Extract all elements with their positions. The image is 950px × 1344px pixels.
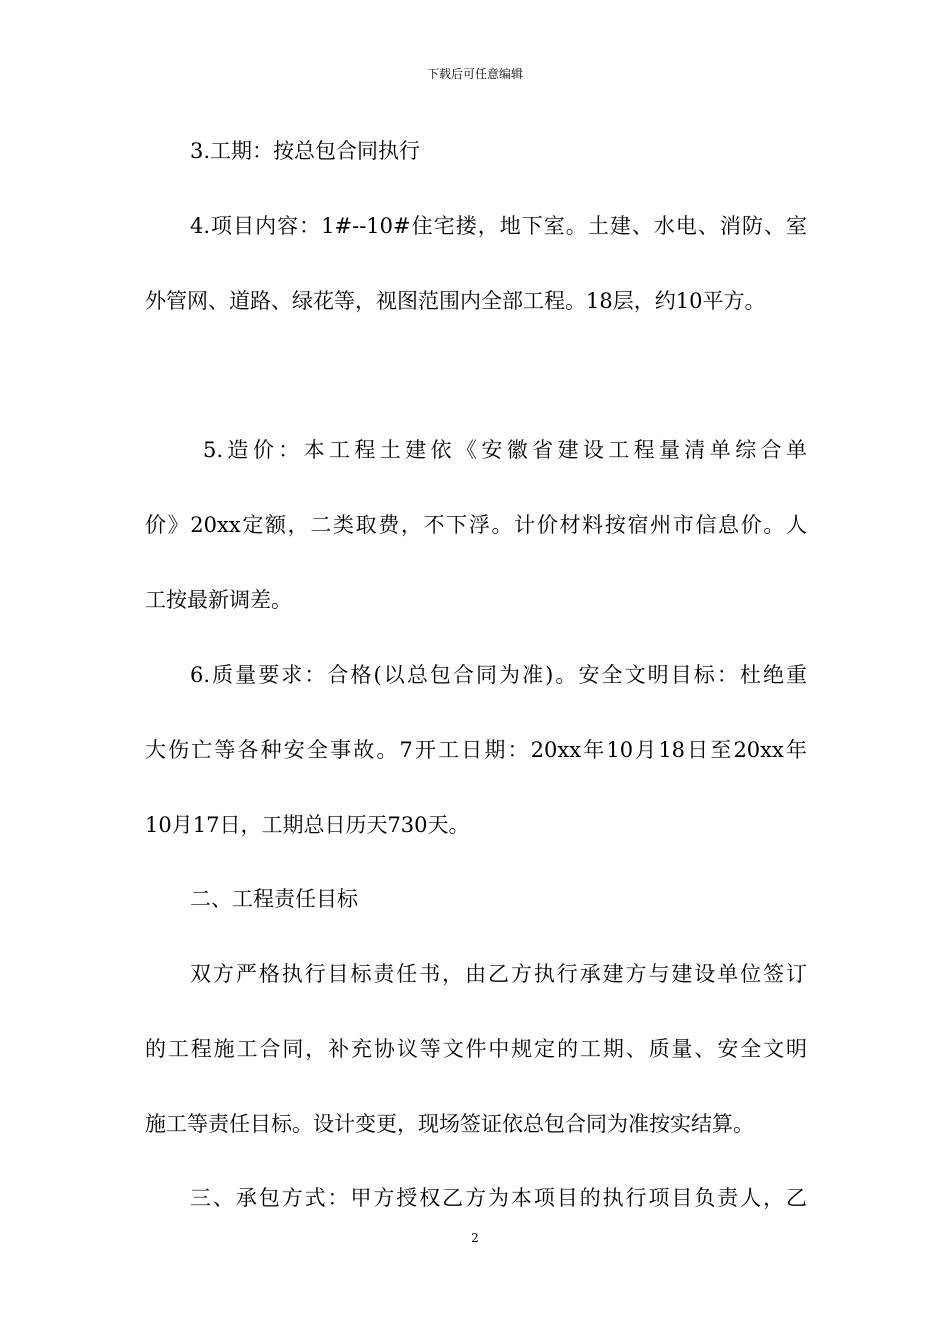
text-line: 5.造价：本工程土建依《安徽省建设工程量清单综合单 <box>203 438 807 462</box>
text-line: 二、工程责任目标 <box>190 887 358 911</box>
text-line: 双方严格执行目标责任书，由乙方执行承建方与建设单位签订 <box>190 962 807 986</box>
text-line: 4.项目内容：1#--10#住宅搂，地下室。土建、水电、消防、室 <box>190 214 807 238</box>
text-line: 三、承包方式：甲方授权乙方为本项目的执行项目负责人，乙 <box>190 1186 807 1210</box>
text-line: 大伤亡等各种安全事故。7开工日期：20xx年10月18日至20xx年 <box>145 738 807 762</box>
text-line: 的工程施工合同，补充协议等文件中规定的工期、质量、安全文明 <box>145 1037 807 1061</box>
paragraph-project-content <box>145 189 807 339</box>
text-line: 施工等责任目标。设计变更，现场签证依总包合同为准按实结算。 <box>145 1112 754 1136</box>
paragraph-responsibility <box>145 937 807 1162</box>
text-line: 工按最新调差。 <box>145 588 292 612</box>
text-line: 3.工期：按总包合同执行 <box>190 139 421 163</box>
page-header: 下载后可任意编辑 <box>426 67 523 81</box>
paragraph-contract-method <box>145 1161 807 1236</box>
paragraph-duration <box>145 114 807 189</box>
text-line: 价》20xx定额，二类取费，不下浮。计价材料按宿州市信息价。人 <box>145 513 807 537</box>
text-line: 外管网、道路、绿花等，视图范围内全部工程。18层，约10平方。 <box>145 289 766 313</box>
paragraph-cost <box>145 413 807 638</box>
paragraph-quality <box>145 638 807 863</box>
text-line: 10月17日，工期总日历天730天。 <box>145 813 470 837</box>
page-number: 2 <box>471 1231 479 1245</box>
section-heading-responsibility <box>145 862 807 937</box>
text-line: 6.质量要求：合格(以总包合同为准)。安全文明目标：杜绝重 <box>190 663 807 687</box>
